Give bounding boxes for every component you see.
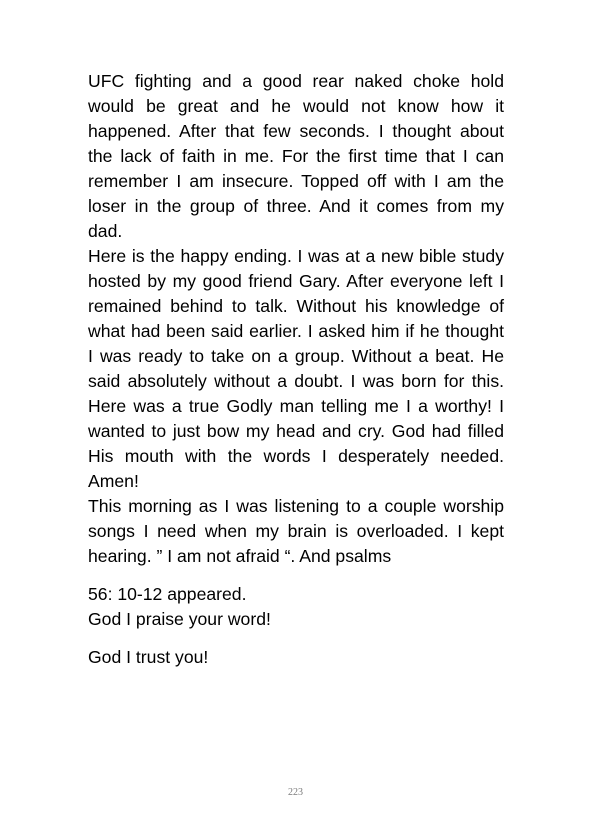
paragraph-happy-ending: Here is the happy ending. I was at a new bible study hosted by my good friend Gary. After everyone left I remained behind to talk. Without his knowledge of what had been said earlier. I asked him if he thought I was ready to take on a group. Without a beat. He said absolutely without a doubt. I was born for this. Here was a true Godly man telling me I a worthy! I wanted to just bow my head and cry. God had filled His mouth with the words I desperately needed. Amen! <box>88 246 504 491</box>
page-body <box>88 69 504 670</box>
page-number: 223 <box>288 787 303 798</box>
paragraph-psalm-reference: 56: 10-12 appeared. <box>88 584 247 604</box>
paragraph-trust: God I trust you! <box>88 647 209 667</box>
paragraph-this-morning: This morning as I was listening to a couple worship songs I need when my brain is overloaded. I kept hearing. ” I am not afraid “. And psalms <box>88 496 504 566</box>
paragraph-praise: God I praise your word! <box>88 609 271 629</box>
paragraph-ufc: UFC fighting and a good rear naked choke hold would be great and he would not know how it happened. After that few seconds. I thought about the lack of faith in me. For the first time that I can remember I am insecure. Topped off with I am the loser in the group of three. And it comes from my dad. <box>88 71 504 241</box>
